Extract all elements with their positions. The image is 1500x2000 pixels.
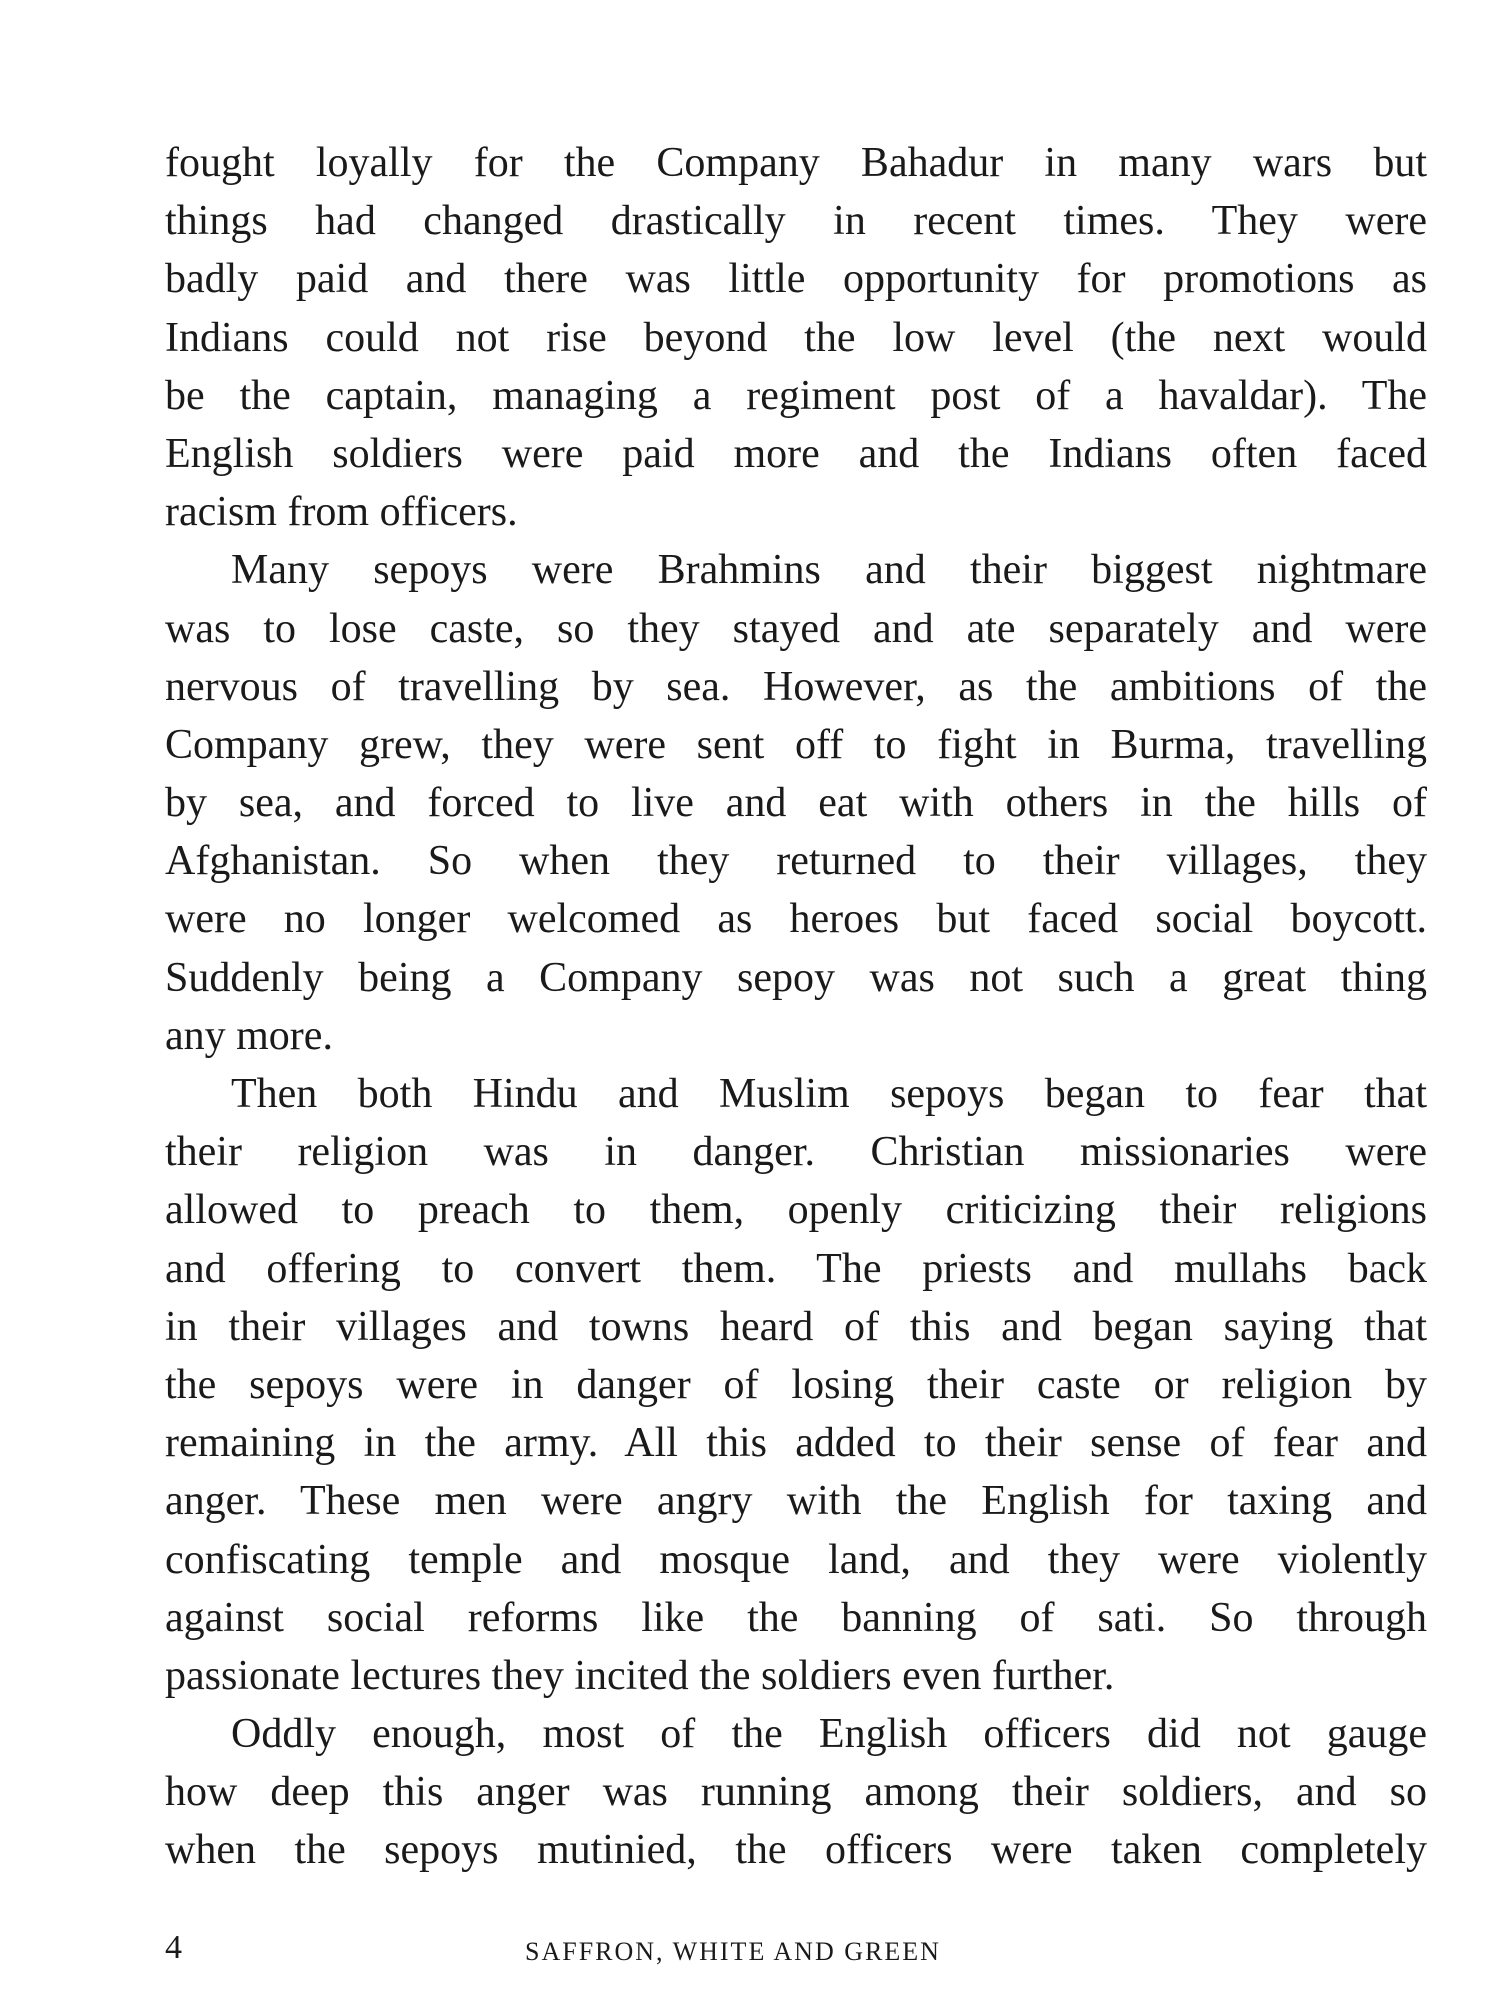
text-line: Suddenly being a Company sepoy was not such a great thing xyxy=(165,954,1427,1001)
text-line: English soldiers were paid more and the Indians often faced xyxy=(165,430,1427,477)
body-text xyxy=(165,134,1427,1880)
text-line: when the sepoys mutinied, the officers were taken completely xyxy=(165,1827,1427,1874)
text-line: Then both Hindu and Muslim sepoys began to fear that xyxy=(231,1071,1427,1117)
text-line: Indians could not rise beyond the low level (the next would xyxy=(165,314,1427,361)
text-line: any more. xyxy=(165,1012,333,1059)
text-line: anger. These men were angry with the English for taxing and xyxy=(165,1478,1427,1525)
text-line: racism from officers. xyxy=(165,489,518,536)
text-line: nervous of travelling by sea. However, as the ambitions of the xyxy=(165,663,1427,710)
text-line: Company grew, they were sent off to fight in Burma, travelling xyxy=(165,721,1427,768)
text-line: Afghanistan. So when they returned to their villages, they xyxy=(165,838,1427,885)
text-line: confiscating temple and mosque land, and they were violently xyxy=(165,1536,1427,1583)
text-line: Many sepoys were Brahmins and their biggest nightmare xyxy=(231,547,1427,594)
text-line: remaining in the army. All this added to their sense of fear and xyxy=(165,1420,1427,1467)
text-line: by sea, and forced to live and eat with others in the hills of xyxy=(165,780,1427,827)
text-line: was to lose caste, so they stayed and ate separately and were xyxy=(165,605,1427,652)
page-footer xyxy=(165,1929,1427,1996)
paragraph xyxy=(165,134,1427,541)
text-line: were no longer welcomed as heroes but faced social boycott. xyxy=(165,896,1427,943)
text-line: how deep this anger was running among their soldiers, and so xyxy=(165,1769,1427,1816)
running-title: SAFFRON, WHITE AND GREEN xyxy=(525,1937,941,1966)
text-line: allowed to preach to them, openly criticizing their religions xyxy=(165,1187,1427,1234)
page-number: 4 xyxy=(165,1929,182,1966)
text-line: badly paid and there was little opportunity for promotions as xyxy=(165,256,1427,303)
text-line: their religion was in danger. Christian missionaries were xyxy=(165,1129,1427,1176)
text-line: against social reforms like the banning of sati. So through xyxy=(165,1594,1427,1641)
text-line: the sepoys were in danger of losing their caste or religion by xyxy=(165,1361,1427,1408)
paragraph xyxy=(165,1065,1427,1705)
text-line: passionate lectures they incited the soldiers even further. xyxy=(165,1652,1115,1699)
paragraph xyxy=(165,1705,1427,1880)
text-line: in their villages and towns heard of this and began saying that xyxy=(165,1303,1427,1350)
text-line: fought loyally for the Company Bahadur in many wars but xyxy=(165,140,1427,186)
text-line: Oddly enough, most of the English officers did not gauge xyxy=(231,1711,1427,1758)
text-line: be the captain, managing a regiment post of a havaldar). The xyxy=(165,372,1427,419)
text-line: and offering to convert them. The priests and mullahs back xyxy=(165,1245,1427,1292)
text-line: things had changed drastically in recent times. They were xyxy=(165,198,1427,245)
paragraph xyxy=(165,541,1427,1065)
